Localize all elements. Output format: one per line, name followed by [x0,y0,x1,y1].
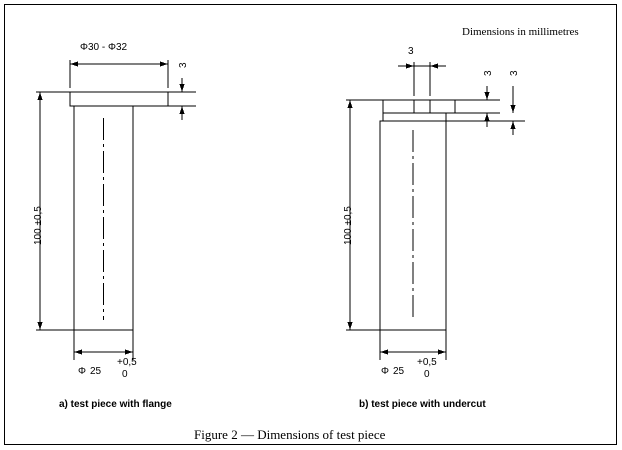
left-flange-thickness-label: 3 [178,62,189,68]
right-undercut-width-label: 3 [408,46,414,57]
right-sub-caption: b) test piece with undercut [359,399,486,410]
left-length-label: 100 ±0,5 [33,206,44,245]
left-bore-tolerance-lower: 0 [122,369,128,380]
left-top-diameter-label: Φ30 - Φ32 [80,42,128,53]
left-bore-tolerance-upper: +0,5 [117,357,137,368]
right-bore-diameter-symbol: Φ [381,366,389,377]
units-note: Dimensions in millimetres [462,26,579,38]
left-bore-diameter-value: 25 [90,366,102,377]
right-bore-diameter-value: 25 [393,366,405,377]
right-bore-tolerance-lower: 0 [424,369,430,380]
left-flange-rect [70,92,168,106]
left-bore-diameter-symbol: Φ [78,366,86,377]
figure-caption: Figure 2 — Dimensions of test piece [194,427,386,442]
right-bore-tolerance-upper: +0,5 [417,357,437,368]
right-flange-thickness-label: 3 [483,70,494,76]
right-length-label: 100 ±0,5 [343,206,354,245]
right-flange-rect [383,100,455,113]
right-undercut-depth-label: 3 [509,70,520,76]
left-sub-caption: a) test piece with flange [59,399,172,410]
